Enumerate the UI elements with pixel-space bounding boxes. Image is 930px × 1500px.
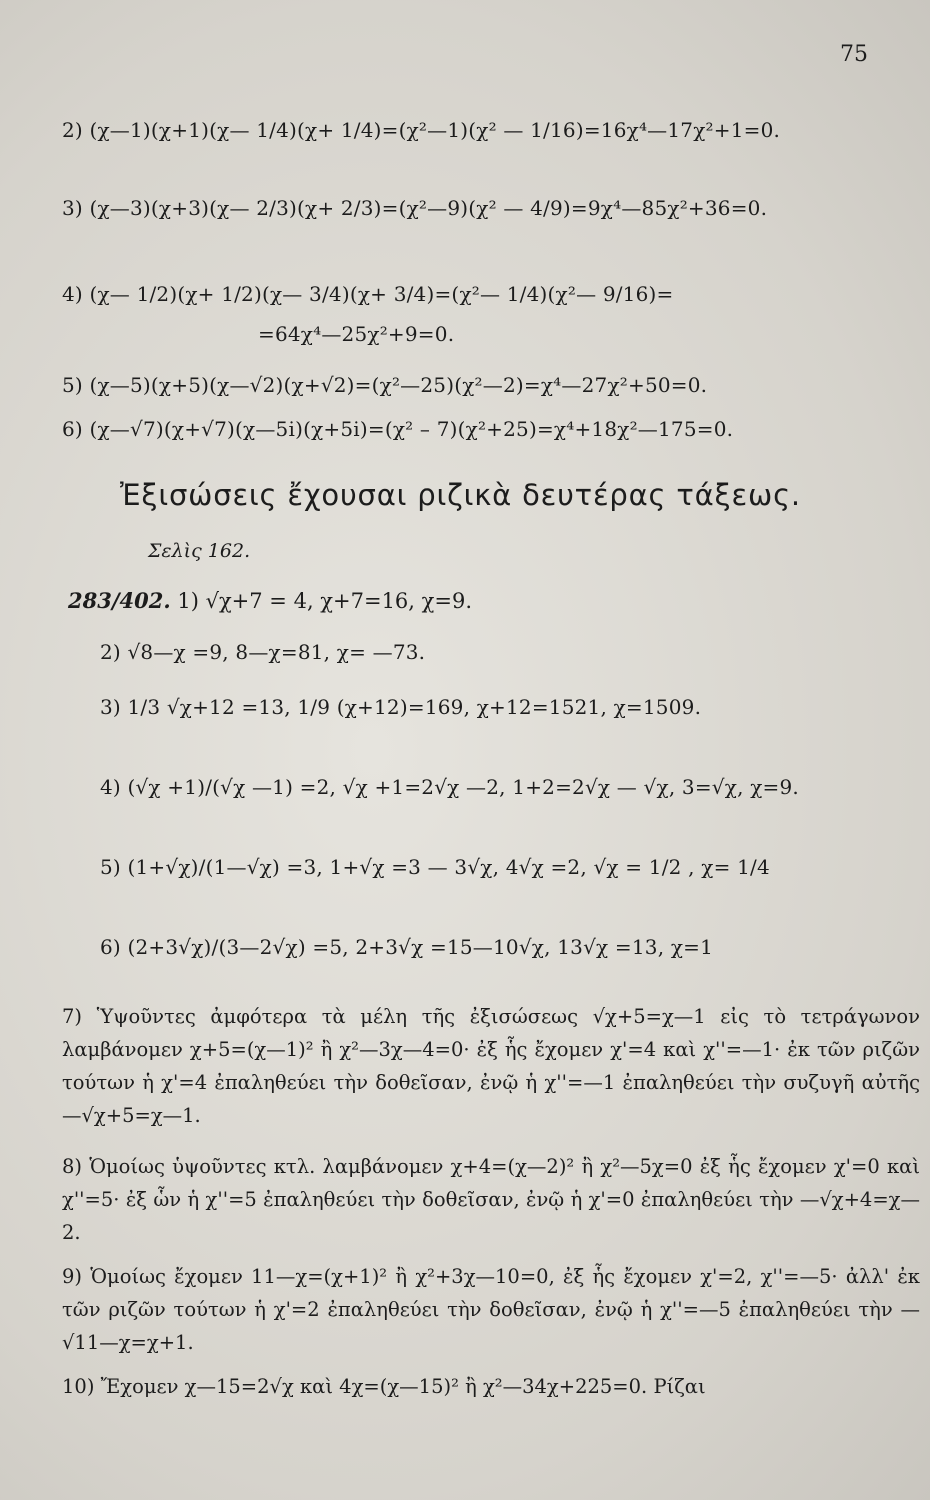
problem-number: 283/402. [68, 588, 171, 613]
equation-2: 2) (χ—1)(χ+1)(χ— 1/4)(χ+ 1/4)=(χ²—1)(χ² — 1/16)=16χ⁴—17χ²+1=0. [62, 118, 781, 142]
paragraph-8: 8) Ὁμοίως ὑψοῦντες κτλ. λαμβάνομεν χ+4=(χ—2)² ἢ χ²—5χ=0 ἐξ ἧς ἔχομεν χ'=0 καὶ χ''=5· ἐξ ὧν ἡ χ''=5 ἐπαληθεύει τὴν δοθεῖσαν, ἐνῷ ἡ χ'=0 ἐπαληθεύει τὴν —√χ+4=χ—2. [62, 1155, 920, 1244]
solution-2: 2) √8—χ =9, 8—χ=81, χ= —73. [100, 640, 426, 664]
equation-5: 5) (χ—5)(χ+5)(χ—√2)(χ+√2)=(χ²—25)(χ²—2)=χ⁴—27χ²+50=0. [62, 373, 708, 397]
equation-4: 4) (χ— 1/2)(χ+ 1/2)(χ— 3/4)(χ+ 3/4)=(χ²— 1/4)(χ²— 9/16)= [62, 282, 674, 306]
solution-3: 3) 1/3 √χ+12 =13, 1/9 (χ+12)=169, χ+12=1521, χ=1509. [100, 695, 702, 719]
equation-3: 3) (χ—3)(χ+3)(χ— 2/3)(χ+ 2/3)=(χ²—9)(χ² — 4/9)=9χ⁴—85χ²+36=0. [62, 196, 768, 220]
paragraph-7: 7) Ὑψοῦντες ἀμφότερα τὰ μέλη τῆς ἐξισώσεως √χ+5=χ—1 εἰς τὸ τετράγωνον λαμβάνομεν χ+5=(χ—1)² ἢ χ²—3χ—4=0· ἐξ ἧς ἔχομεν χ'=4 καὶ χ''=—1· ἐκ τῶν ριζῶν τούτων ἡ χ'=4 ἐπαληθεύει τὴν δοθεῖσαν, ἐνῷ ἡ χ''=—1 ἐπαληθεύει τὴν συζυγῆ αὐτῆς —√χ+5=χ—1. [62, 1005, 920, 1127]
equation-6: 6) (χ—√7)(χ+√7)(χ—5i)(χ+5i)=(χ² – 7)(χ²+25)=χ⁴+18χ²—175=0. [62, 417, 734, 441]
problem-1 [68, 588, 472, 613]
equation-4-continued: =64χ⁴—25χ²+9=0. [258, 322, 455, 346]
solution-6: 6) (2+3√χ)/(3—2√χ) =5, 2+3√χ =15—10√χ, 13√χ =13, χ=1 [100, 935, 714, 959]
solution-4: 4) (√χ +1)/(√χ —1) =2, √χ +1=2√χ —2, 1+2=2√χ — √χ, 3=√χ, χ=9. [100, 775, 799, 799]
page-reference: Σελὶς 162. [148, 540, 251, 562]
paragraph-10: 10) Ἔχομεν χ—15=2√χ καὶ 4χ=(χ—15)² ἢ χ²—34χ+225=0. Ρίζαι [62, 1375, 706, 1398]
section-heading: Ἐξισώσεις ἔχουσαι ριζικὰ δευτέρας τάξεως. [120, 478, 801, 512]
paragraph-9: 9) Ὁμοίως ἔχομεν 11—χ=(χ+1)² ἢ χ²+3χ—10=0, ἐξ ἧς ἔχομεν χ'=2, χ''=—5· ἀλλ' ἐκ τῶν ριζῶν τούτων ἡ χ'=2 ἐπαληθεύει τὴν δοθεῖσαν, ἐνῷ ἡ χ''=—5 ἐπαληθεύει τὴν —√11—χ=χ+1. [62, 1265, 920, 1354]
solution-1: 1) √χ+7 = 4, χ+7=16, χ=9. [177, 589, 472, 613]
solution-5: 5) (1+√χ)/(1—√χ) =3, 1+√χ =3 — 3√χ, 4√χ =2, √χ = 1/2 , χ= 1/4 [100, 855, 770, 879]
page-number: 75 [840, 42, 868, 67]
